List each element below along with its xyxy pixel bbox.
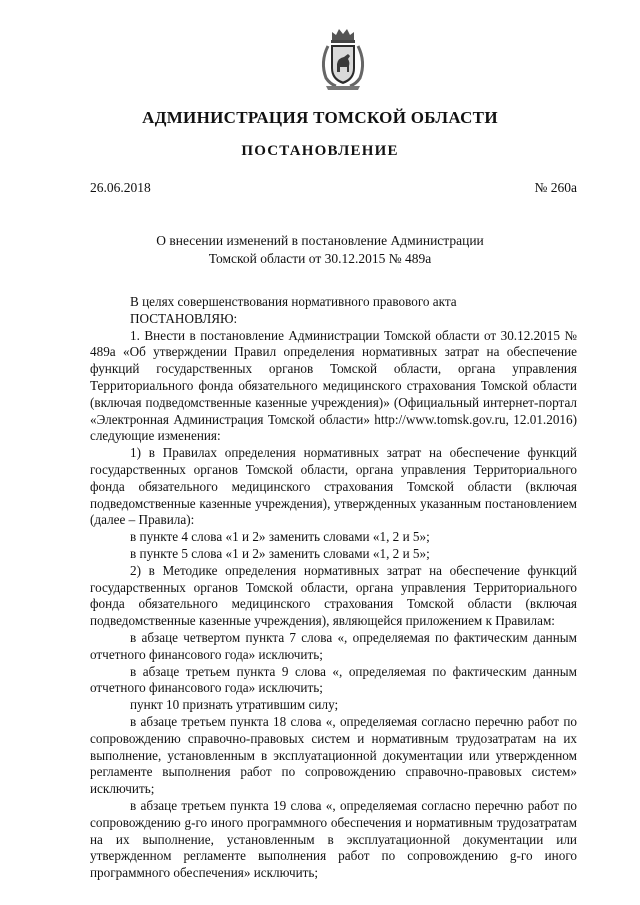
tomsk-coat-of-arms-icon [318, 26, 368, 92]
subject-line-1: О внесении изменений в постановление Администрации [156, 233, 484, 248]
paragraph-clause-9: в абзаце третьем пункта 9 слова «, определяемая по фактическим данным отчетного финансового года» исключить; [90, 663, 577, 696]
document-subject [120, 232, 520, 268]
paragraph-clause-4: в пункте 4 слова «1 и 2» заменить словами «1, 2 и 5»; [130, 529, 430, 545]
subject-line-2: Томской области от 30.12.2015 № 489а [208, 251, 432, 266]
paragraph-clause-7: в абзаце четвертом пункта 7 слова «, определяемая по фактическим данным отчетного финансового года» исключить; [90, 629, 577, 662]
document-type: ПОСТАНОВЛЕНИЕ [241, 143, 399, 159]
paragraph-clause-5: в пункте 5 слова «1 и 2» заменить словами «1, 2 и 5»; [130, 545, 430, 561]
paragraph-item-1: 1. Внести в постановление Администрации Томской области от 30.12.2015 № 489а «Об утверждении Правил определения нормативных затрат на обеспечение функций государственных органов Томской области, органа управления Территориального фонда обязательного медицинского страхования Томской области (включая подведомственные казенные учреждения)» (Официальный интернет-портал «Электронная Администрация Томской области» http://www.tomsk.gov.ru, 12.01.2016) следующие изменения: [90, 327, 577, 444]
paragraph-subitem-2: 2) в Методике определения нормативных затрат на обеспечение функций государственных органов Томской области, органа управления Территориального фонда обязательного медицинского страхования Томской области (включая подведомственные казенные учреждения), являющейся приложением к Правилам: [90, 562, 577, 629]
paragraph-subitem-1: 1) в Правилах определения нормативных затрат на обеспечение функций государственных органов Томской области, органа управления Территориального фонда обязательного медицинского страхования Томской области (включая подведомственные казенные учреждения), утвержденных указанным постановлением (далее – Правила): [90, 445, 577, 528]
document-date: 26.06.2018 [90, 180, 151, 195]
document-number: № 260а [534, 180, 577, 195]
agency-title: АДМИНИСТРАЦИЯ ТОМСКОЙ ОБЛАСТИ [142, 108, 498, 127]
paragraph-purpose: В целях совершенствования нормативного правового акта [130, 294, 457, 309]
paragraph-clause-10: пункт 10 признать утратившим силу; [130, 697, 339, 713]
paragraph-clause-18: в абзаце третьем пункта 18 слова «, определяемая согласно перечню работ по сопровождению справочно-правовых систем и нормативным трудозатратам на их выполнение, установленным в эксплуатационной документации или утвержденном регламенте выполнения работ по сопровождению справочно-правовых систем» исключить; [90, 713, 577, 797]
paragraph-resolve: ПОСТАНОВЛЯЮ: [130, 310, 238, 326]
document-body [90, 294, 577, 882]
paragraph-clause-19: в абзаце третьем пункта 19 слова «, определяемая согласно перечню работ по сопровождению g-го иного программного обеспечения и нормативным трудозатратам на их выполнение, установленным в эксплуатационной документации или утвержденном регламенте выполнения работ по сопровождению g-го иного программного обеспечения» исключить; [90, 797, 577, 881]
